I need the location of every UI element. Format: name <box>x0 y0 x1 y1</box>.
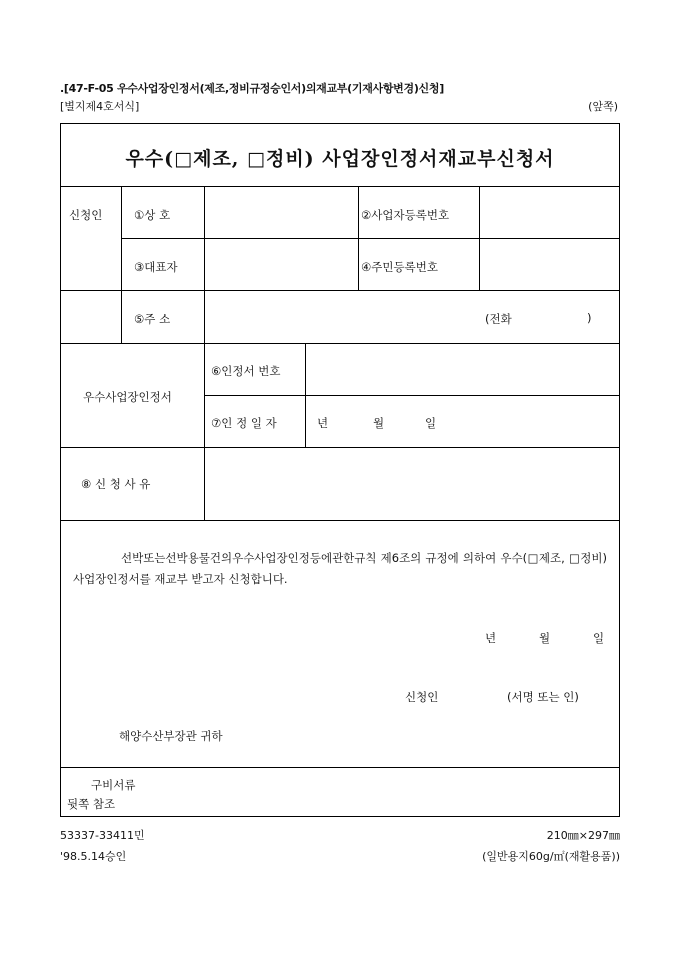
cert-no-label: ⑥인정서 번호 <box>211 364 281 378</box>
reason-field[interactable] <box>213 454 613 512</box>
divider <box>61 520 619 521</box>
divider <box>204 395 619 396</box>
divider <box>61 290 619 291</box>
signature-label: (서명 또는 인) <box>507 690 579 704</box>
date-year: 년 <box>485 631 497 645</box>
divider <box>121 186 122 343</box>
biz-reg-no-label: ②사업자등록번호 <box>361 208 450 222</box>
certificate-section-label: 우수사업장인정서 <box>83 390 172 404</box>
resident-no-label: ④주민등록번호 <box>361 260 438 274</box>
representative-field[interactable] <box>213 244 351 284</box>
divider <box>204 186 205 520</box>
approval-date: '98.5.14승인 <box>60 850 127 863</box>
cert-date-month: 월 <box>373 416 385 430</box>
page-side-label: (앞쪽) <box>588 100 618 113</box>
signer-label: 신청인 <box>405 690 439 704</box>
date-day: 일 <box>593 631 605 645</box>
recipient-label: 해양수산부장관 귀하 <box>119 729 223 743</box>
divider <box>121 238 619 239</box>
form-identifier: .[47-F-05 우수사업장인정서(제조,정비규정승인서)의재교부(기재사항변경)신청] <box>60 82 444 95</box>
applicant-label: 신청인 <box>69 208 103 222</box>
phone-close: ) <box>587 311 592 325</box>
divider <box>61 186 619 187</box>
cert-date-year: 년 <box>317 416 329 430</box>
reason-label: ⑧ 신 청 사 유 <box>81 477 151 491</box>
paper-type: (일반용지60g/㎡(재활용품)) <box>482 850 620 863</box>
divider <box>479 186 480 290</box>
date-month: 월 <box>539 631 551 645</box>
cert-date-label: ⑦인 정 일 자 <box>211 416 277 430</box>
application-statement: 선박또는선박용물건의우수사업장인정등에관한규칙 제6조의 규정에 의하여 우수(□제조, □정비) 사업장인정서를 재교부 받고자 신청합니다. <box>73 551 607 586</box>
trade-name-label: ①상 호 <box>134 208 171 222</box>
trade-name-field[interactable] <box>213 192 351 232</box>
documents-label: 구비서류 <box>91 778 136 792</box>
address-label: ⑤주 소 <box>134 312 171 326</box>
documents-note: 뒷쪽 참조 <box>67 797 116 811</box>
resident-no-field[interactable] <box>485 244 613 284</box>
attachment-label: [별지제4호서식] <box>60 100 140 113</box>
divider <box>358 186 359 290</box>
cert-date-day: 일 <box>425 416 437 430</box>
paper-size: 210㎜×297㎜ <box>546 829 620 842</box>
divider <box>61 767 619 768</box>
biz-reg-no-field[interactable] <box>485 192 613 232</box>
divider <box>305 343 306 447</box>
form-title: 우수(□제조, □정비) 사업장인정서재교부신청서 <box>125 148 555 170</box>
representative-label: ③대표자 <box>134 260 178 274</box>
application-form <box>60 123 620 817</box>
address-field[interactable] <box>213 296 469 336</box>
divider <box>61 343 619 344</box>
divider <box>61 447 619 448</box>
phone-label: (전화 <box>485 312 512 326</box>
form-code: 53337-33411민 <box>60 829 145 842</box>
cert-no-field[interactable] <box>313 349 613 389</box>
